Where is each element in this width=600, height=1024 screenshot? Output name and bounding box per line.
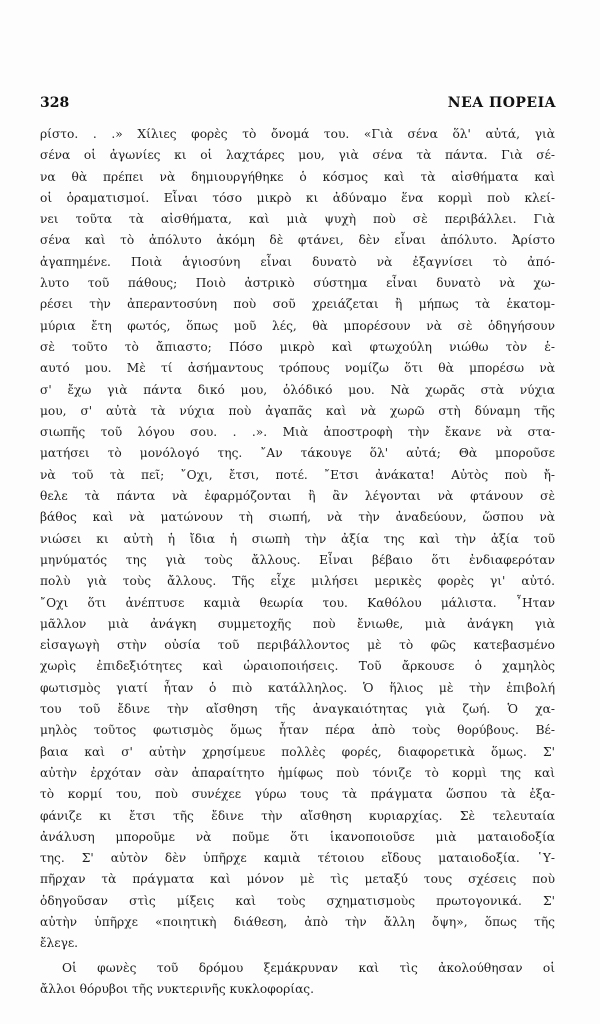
text-line: μύρια ἔτη φωτός, ὅπως μοῦ λές, θὰ μπορέσουν νὰ σὲ ὁδηγήσουν	[40, 318, 555, 333]
text-line: μηνύματός της γιὰ τοὺς ἄλλους. Εἶναι βέβαιο ὅτι ἐνδιαφερόταν	[40, 552, 555, 567]
text-line: βαια καὶ σ' αὐτὴν χρησίμευε πολλὲς φορές, διαφορετικὰ ὅμως. Σ'	[40, 744, 555, 759]
text-line: αὐτὴν ἐρχόταν σὰν ἀπαραίτητο ἡμίφως ποὺ τόνιζε τὸ κορμὶ της καὶ	[40, 765, 555, 780]
text-line: εἰσαγωγὴ στὴν οὐσία τοῦ περιβάλλοντος μὲ τὸ φῶς κατεβασμένο	[40, 638, 555, 653]
page-number: 328	[40, 95, 70, 111]
text-line: σένα οἱ ἀγωνίες κι οἱ λαχτάρες μου, γιὰ σένα τὰ πάντα. Γιὰ σέ-	[40, 148, 555, 163]
text-line: να θὰ πρέπει νὰ δημιουργήθηκε ὁ κόσμος καὶ τὰ αἰσθήματα καὶ	[40, 169, 555, 184]
text-line: νὰ τοῦ τὰ πεῖ; ῎Οχι, ἔτσι, ποτέ. ῎Ετσι ἀνάκατα! Αὐτὸς ποὺ ἤ-	[40, 467, 555, 482]
text-line: χωρὶς ἐπιδεξιότητες καὶ ὡραιοποιήσεις. Τοῦ ἄρκουσε ὁ χαμηλὸς	[40, 659, 555, 674]
running-head	[40, 95, 556, 115]
text-line: φωτισμὸς γιατί ἦταν ὁ πιὸ κατάλληλος. Ὁ ἥλιος μὲ τὴν ἐπιβολή	[40, 680, 555, 695]
text-line: ἄλλοι θόρυβοι τῆς νυκτερινῆς κυκλοφορίας.	[40, 981, 314, 996]
text-line: σένα καὶ τὸ ἀπόλυτο ἀκόμη δὲ φτάνει, δὲν εἶναι ἀπόλυτο. Ἀρίστο	[40, 233, 555, 248]
text-line: ἔλεγε.	[40, 936, 79, 951]
text-line: ἀνάλυση μποροῦμε νὰ ποῦμε ὅτι ἱκανοποιοῦσε μιὰ ματαιοδοξία	[40, 829, 555, 844]
journal-title: ΝΕΑ ΠΟΡΕΙΑ	[447, 95, 556, 111]
text-line: τὸ κορμί του, ποὺ συνέχεε γύρω τους τὰ πράγματα ὥσπου τὰ ἐξα-	[40, 787, 555, 802]
text-line: ὁδηγοῦσαν στὶς μίξεις καὶ τοὺς σχηματισμοὺς πρωτογονικά. Σ'	[40, 893, 555, 908]
text-line: θελε τὰ πάντα νὰ ἐφαρμόζονται ἢ ἂν λέγονται νὰ φτάνουν σὲ	[40, 489, 555, 504]
text-line: σιωπῆς τοῦ λόγου σου. . .». Μιὰ ἀποστροφὴ τὴν ἔκανε νὰ στα-	[40, 425, 555, 440]
text-line: σ' ἔχω γιὰ πάντα δικό μου, ὁλόδικό μου. Νὰ χωρᾶς στὰ νύχια	[40, 382, 555, 397]
text-line: ἀγαπημένε. Ποιὰ ἁγιοσύνη εἶναι δυνατὸ νὰ ἐξαγνίσει τὸ ἀπό-	[40, 254, 555, 269]
text-line: ῎Οχι ὅτι ἀνέπτυσε καμιὰ θεωρία του. Καθόλου μάλιστα. ῏Ηταν	[40, 595, 555, 610]
text-line: Οἱ φωνὲς τοῦ δρόμου ξεμάκρυναν καὶ τὶς ἀκολούθησαν οἱ	[62, 960, 555, 975]
text-line: αυτό μου. Μὲ τί ἀσήμαντους τρόπους νομίζω ὅτι θὰ μπορέσω νὰ	[40, 361, 555, 376]
text-line: ρέσει τὴν ἀπεραντοσύνη ποὺ σοῦ χρειάζεται ἢ μήπως τὰ ἑκατομ-	[40, 297, 555, 312]
text-line: μηλὸς τοῦτος φωτισμὸς ὅμως ἦταν πέρα ἀπὸ τοὺς θορύβους. Βέ-	[40, 723, 555, 738]
body-text	[40, 124, 555, 1000]
text-line: σὲ τοῦτο τὸ ἄπιαστο; Πόσο μικρὸ καὶ φτωχούλη νιώθω τὸν ἑ-	[40, 339, 555, 354]
text-line: ματήσει τὸ μονόλογό της. ῎Αν τάκουγε ὅλ' αὐτά; Θὰ μποροῦσε	[40, 446, 555, 461]
text-line: του τοῦ ἔδινε τὴν αἴσθηση τῆς ἀναγκαιότητας γιὰ ζωή. Ὁ χα-	[40, 702, 555, 717]
text-line: μᾶλλον μιὰ ἀνάγκη συμμετοχῆς ποὺ ἔνιωθε, μιὰ ἀνάγκη γιὰ	[40, 616, 555, 631]
text-line: λυτο τοῦ πάθους; Ποιὸ ἀστρικὸ σύστημα εἶναι δυνατὸ νὰ χω-	[40, 276, 555, 291]
text-line: πῆρχαν τὰ πράγματα καὶ μόνον μὲ τὶς μεταξύ τους σχέσεις ποὺ	[40, 872, 555, 887]
text-line: νιώσει κι αὐτὴ ἡ ἴδια ἡ σιωπὴ τὴν ἀξία της καὶ τὴν ἀξία τοῦ	[40, 531, 555, 546]
text-line: οἱ ὁραματισμοί. Εἶναι τόσο μικρὸ κι ἀδύναμο ἕνα κορμὶ ποὺ κλεί-	[40, 190, 555, 205]
text-line: αὐτὴν ὑπῆρχε «ποιητικὴ διάθεση, ἀπὸ τὴν ἄλλη ὄψη», ὅπως τῆς	[40, 914, 555, 929]
text-line: ρίστο. . .» Χίλιες φορὲς τὸ ὄνομά του. «Γιὰ σένα ὅλ' αὐτά, γιὰ	[40, 127, 555, 141]
text-line: φάνιζε κι ἔτσι τῆς ἔδινε τὴν αἴσθηση κυριαρχίας. Σὲ τελευταία	[40, 808, 555, 823]
text-line: μου, σ' αὐτὰ τὰ νύχια ποὺ ἀγαπᾶς καὶ νὰ χωρῶ στὴ δύναμη τῆς	[40, 403, 555, 418]
text-line: της. Σ' αὐτὸν δὲν ὑπῆρχε καμιὰ τέτοιου εἴδους ματαιοδοξία. ῾Υ-	[40, 851, 555, 866]
text-line: πολὺ γιὰ τοὺς ἄλλους. Τῆς εἶχε μιλήσει μερικὲς φορὲς γι' αὐτό.	[40, 574, 555, 589]
text-line: νει τοῦτα τὰ αἰσθήματα, καὶ μιὰ ψυχὴ ποὺ σὲ περιβάλλει. Γιὰ	[40, 212, 555, 227]
text-line: βάθος καὶ νὰ ματώνουν τὴ σιωπή, νὰ τὴν ἀναδεύουν, ὥσπου νὰ	[40, 510, 555, 525]
